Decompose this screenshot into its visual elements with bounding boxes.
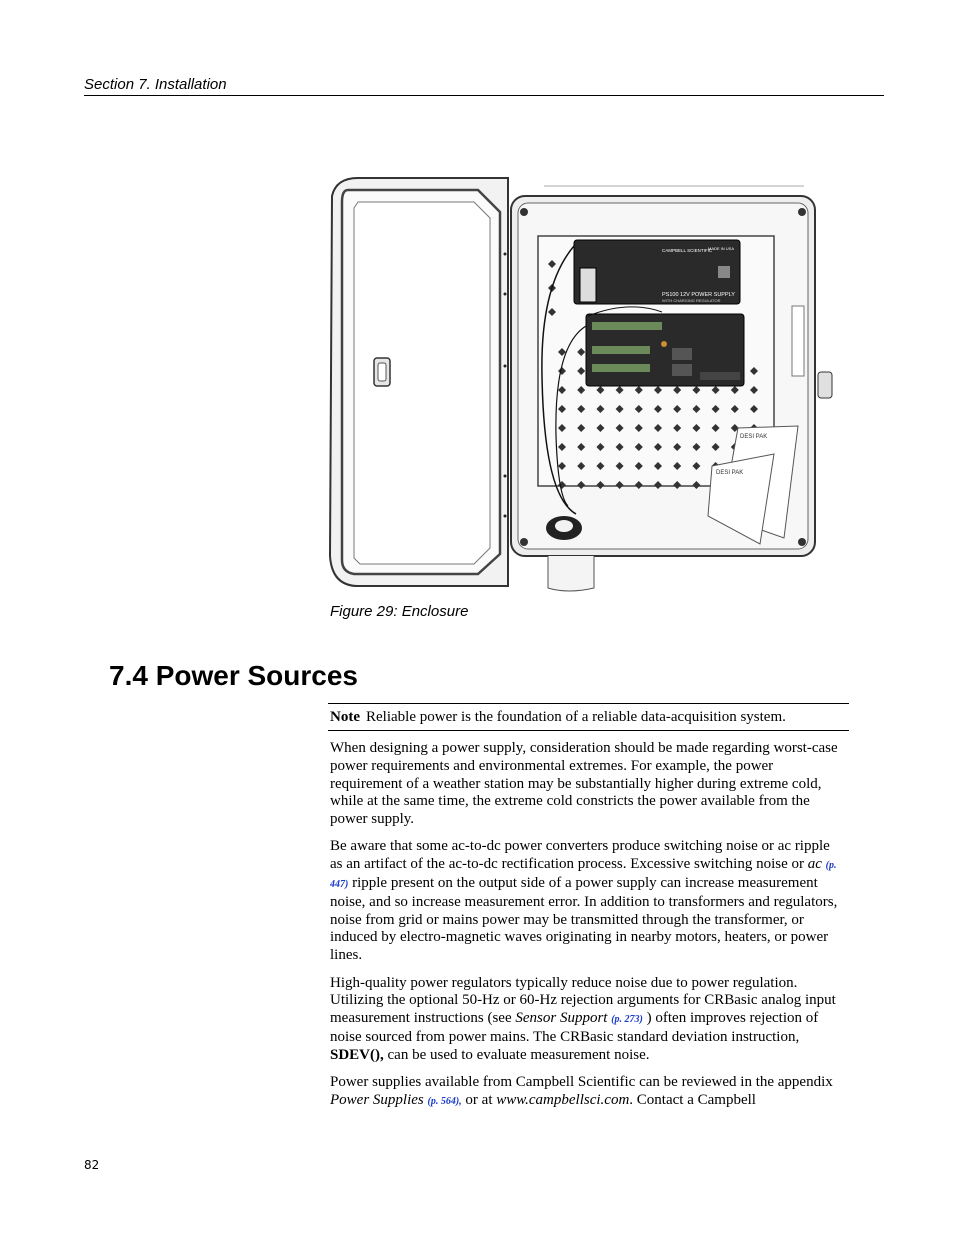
desiccant-label-2: DESI PAK (716, 470, 744, 476)
body-text (330, 740, 845, 1120)
note-text: Reliable power is the foundation of a reliable data-acquisition system. (366, 709, 786, 725)
paragraph-3-text-b: ) often improves rejection of noise sourced from power mains. The CRBasic standard deviation instruction, (330, 1010, 819, 1045)
paragraph-4-text-c: . Contact a Campbell (629, 1091, 756, 1108)
paragraph-1: When designing a power supply, consideration should be made regarding worst-case power requirements and environmental extremes. For example, the power requirement of a weather station may be substantially higher during extreme cold, while at the same time, the extreme cold constricts the power available from the power supply. (330, 740, 838, 828)
running-header: Section 7. Installation (84, 76, 884, 96)
glossary-term-ac: ac (807, 856, 822, 873)
power-supply-sublabel: WITH CHARGING REGULATOR (662, 298, 721, 303)
enclosure-door (330, 178, 508, 586)
power-supply-label: PS100 12V POWER SUPPLY (662, 292, 735, 298)
ps100-power-supply (574, 240, 740, 304)
paragraph-4 (330, 1074, 845, 1111)
enclosure-body (511, 186, 832, 591)
note-label: Note (330, 709, 360, 725)
enclosure-figure (328, 176, 836, 596)
paragraph-3 (330, 975, 845, 1065)
datalogger (586, 314, 744, 386)
paragraph-4-text-a: Power supplies available from Campbell Scientific can be reviewed in the appendix (330, 1074, 833, 1091)
paragraph-3-text-a: High-quality power regulators typically reduce noise due to power regulation. Utilizing the optional 50-Hz or 60-Hz rejection arguments for CRBasic analog input measurement instructions (see (330, 974, 836, 1027)
paragraph-2 (330, 838, 845, 965)
page-reference-link[interactable]: (p. 564), (427, 1095, 462, 1107)
sdev-code: SDEV(), (330, 1046, 384, 1063)
figure-caption: Figure 29: Enclosure (330, 603, 469, 620)
power-supplies-term: Power Supplies (330, 1091, 424, 1108)
desiccant-label-1: DESI PAK (740, 434, 768, 440)
enclosure-illustration (328, 176, 836, 596)
paragraph-2-text-a: Be aware that some ac-to-dc power converters produce switching noise or ac ripple as an artifact of the ac-to-dc rectification process. Excessive switching noise or (330, 838, 830, 873)
sensor-support-term: Sensor Support (515, 1010, 608, 1027)
paragraph-2-text-b: ripple present on the output side of a power supply can increase measurement noise, and so increase measurement error. In addition to transformers and regulators, noise from grid or mains power may be transmitted through the transformer, or induced by electro-magnetic waves originating in nearby motors, heaters, or power lines. (330, 875, 838, 964)
brand-label: CAMPBELL SCIENTIFIC (662, 248, 713, 253)
made-in-label: MADE IN USA (708, 246, 735, 251)
page-reference-link[interactable]: (p. 447) (330, 860, 837, 891)
page-reference-link[interactable]: (p. 273) (611, 1014, 643, 1026)
paragraph-3-text-c: can be used to evaluate measurement noise. (383, 1046, 650, 1063)
note-box (328, 703, 849, 731)
page-number: 82 (84, 1158, 100, 1172)
website-url: www.campbellsci.com (496, 1091, 630, 1108)
section-heading: 7.4 Power Sources (109, 660, 359, 691)
paragraph-4-text-b: or at (461, 1091, 497, 1108)
